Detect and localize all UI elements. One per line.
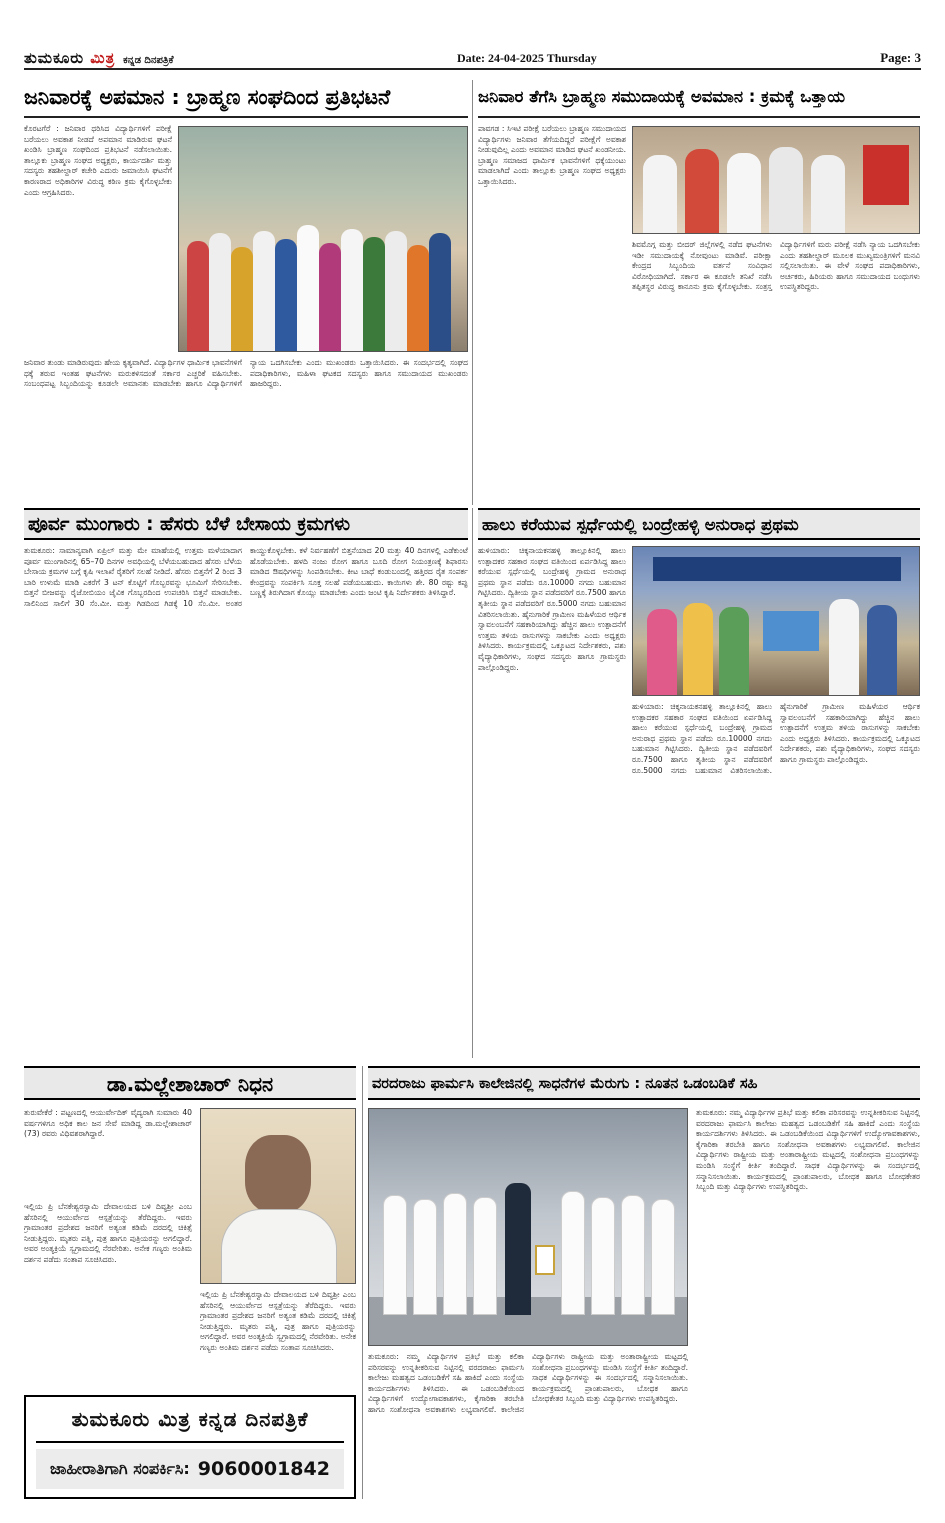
brand-subtitle: ಕನ್ನಡ ದಿನಪತ್ರಿಕೆ (123, 55, 174, 66)
article-body: ತುಮಕೂರು: ಸಾಮಾನ್ಯವಾಗಿ ಏಪ್ರಿಲ್ ಮತ್ತು ಮೇ ಮಾಹೆಯಲ್ಲಿ ಉತ್ತಮ ಮಳೆಯಾದಾಗ ಪೂರ್ವ ಮುಂಗಾರಿನಲ್ಲಿ 65–70 ದಿನಗಳ ಅವಧಿಯಲ್ಲಿ ಬೆಳೆಯಬಹುದಾದ ಹೆಸರು ಬೆಳೆಯ ಬೇಸಾಯ ಕ್ರಮಗಳ ಬಗ್ಗೆ ಕೃಷಿ ಇಲಾಖೆ ರೈತರಿಗೆ ಸಲಹೆ ನೀಡಿದೆ. ಹೆಸರು ಬಿತ್ತನೆಗೆ 2 ರಿಂದ 3 ಬಾರಿ ಉಳುಮೆ ಮಾಡಿ ಎಕರೆಗೆ 3 ಟನ್ ಕೊಟ್ಟಿಗೆ ಗೊಬ್ಬರವನ್ನು ಭೂಮಿಗೆ ಸೇರಿಸಬೇಕು. ಬಿತ್ತನೆ ಬೀಜವನ್ನು ರೈಜೋಬಿಯಂ ಜೈವಿಕ ಗೊಬ್ಬರದಿಂದ ಉಪಚರಿಸಿ ಬಿತ್ತನೆ ಮಾಡಬೇಕು. ಸಾಲಿನಿಂದ ಸಾಲಿಗೆ 30 ಸೆಂ.ಮೀ. ಮತ್ತು ಗಿಡದಿಂದ ಗಿಡಕ್ಕೆ 10 ಸೆಂ.ಮೀ. ಅಂತರ ಕಾಯ್ದುಕೊಳ್ಳಬೇಕು. ಕಳೆ ನಿರ್ವಹಣೆಗೆ ಬಿತ್ತನೆಯಾದ 20 ಮತ್ತು 40 ದಿನಗಳಲ್ಲಿ ಎಡೆಕುಂಟೆ ಹೊಡೆಯಬೇಕು. ಹಳದಿ ನಂಜು ರೋಗ ಹಾಗೂ ಬೂದಿ ರೋಗ ನಿಯಂತ್ರಣಕ್ಕೆ ಶಿಫಾರಸು ಮಾಡಿದ ಔಷಧಿಗಳನ್ನು ಸಿಂಪಡಿಸಬೇಕು. ಕೀಟ ಬಾಧೆ ಕಂಡುಬಂದಲ್ಲಿ ಹತ್ತಿರದ ರೈತ ಸಂಪರ್ಕ ಕೇಂದ್ರವನ್ನು ಸಂಪರ್ಕಿಸಿ ಸೂಕ್ತ ಸಲಹೆ ಪಡೆಯಬಹುದು. ಕಾಯಿಗಳು ಶೇ. 80 ರಷ್ಟು ಕಪ್ಪು ಬಣ್ಣಕ್ಕೆ ತಿರುಗಿದಾಗ ಕೊಯ್ಲು ಮಾಡಬೇಕು ಎಂದು ಜಂಟಿ ಕೃಷಿ ನಿರ್ದೇಶಕರು ತಿಳಿಸಿದ್ದಾರೆ. (24, 546, 468, 608)
ad-contact-label: ಜಾಹೀರಾತಿಗಾಗಿ ಸಂಪರ್ಕಿಸಿ: (50, 1459, 190, 1478)
article-lead: ತುರುವೇಕೆರೆ : ಪಟ್ಟಣದಲ್ಲಿ ಆಯುರ್ವೇದಿಕ್ ವೈದ್ಯರಾಗಿ ಸುಮಾರು 40 ವರ್ಷಗಳಿಗೂ ಅಧಿಕ ಕಾಲ ಜನ ಸೇವೆ ಮಾಡಿದ್ದ ಡಾ.ಮಲ್ಲೇಶಾಚಾರ್ (73) ರವರು ವಿಧಿವಶರಾಗಿದ್ದಾರೆ. (24, 1108, 192, 1139)
article-body-side: ತುಮಕೂರು: ನಮ್ಮ ವಿದ್ಯಾರ್ಥಿಗಳ ಪ್ರತಿಭೆ ಮತ್ತು ಕಲಿಕಾ ಪರಿಸರವನ್ನು ಉನ್ನತೀಕರಿಸುವ ನಿಟ್ಟಿನಲ್ಲಿ ವರದರಾಜು ಫಾರ್ಮಸಿ ಕಾಲೇಜು ಮಹತ್ವದ ಒಡಂಬಡಿಕೆಗೆ ಸಹಿ ಹಾಕಿದೆ ಎಂದು ಸಂಸ್ಥೆಯ ಕಾರ್ಯದರ್ಶಿಗಳು ತಿಳಿಸಿದರು. ಈ ಒಡಂಬಡಿಕೆಯಿಂದ ವಿದ್ಯಾರ್ಥಿಗಳಿಗೆ ಉದ್ಯೋಗಾವಕಾಶಗಳು, ಕೈಗಾರಿಕಾ ತರಬೇತಿ ಹಾಗೂ ಸಂಶೋಧನಾ ಅವಕಾಶಗಳು ಲಭ್ಯವಾಗಲಿವೆ. ಕಾಲೇಜಿನ ವಿದ್ಯಾರ್ಥಿಗಳು ರಾಷ್ಟ್ರೀಯ ಮತ್ತು ಅಂತಾರಾಷ್ಟ್ರೀಯ ಮಟ್ಟದಲ್ಲಿ ಸಂಶೋಧನಾ ಪ್ರಬಂಧಗಳನ್ನು ಮಂಡಿಸಿ ಸಂಸ್ಥೆಗೆ ಕೀರ್ತಿ ತಂದಿದ್ದಾರೆ. ಸಾಧಕ ವಿದ್ಯಾರ್ಥಿಗಳನ್ನು ಈ ಸಂದರ್ಭದಲ್ಲಿ ಸನ್ಮಾನಿಸಲಾಯಿತು. ಕಾರ್ಯಕ್ರಮದಲ್ಲಿ ಪ್ರಾಂಶುಪಾಲರು, ಬೋಧಕ ಹಾಗೂ ಬೋಧಕೇತರ ಸಿಬ್ಬಂದಿ ಮತ್ತು ವಿದ್ಯಾರ್ಥಿಗಳು ಉಪಸ್ಥಿತರಿದ್ದರು. (696, 1108, 920, 1192)
ad-phone-number: 9060001842 (197, 1458, 330, 1480)
article-obituary (24, 1066, 356, 1391)
article-headline: ಜನಿವಾರ ತೆಗೆಸಿ ಬ್ರಾಹ್ಮಣ ಸಮುದಾಯಕ್ಕೆ ಅವಮಾನ : ಕ್ರಮಕ್ಕೆ ಒತ್ತಾಯ (478, 87, 846, 106)
masthead (24, 48, 921, 70)
article-body-continued: ಇಲ್ಲಿಯ ಪ್ರಿ ಬೆನಕೇಶ್ವರಸ್ವಾಮಿ ದೇವಾಲಯದ ಬಳಿ ದಿವ್ಯಶ್ರೀ ಎಂಬ ಹೆಸರಿನಲ್ಲಿ ಆಯುರ್ವೇದ ಆಸ್ಪತ್ರೆಯನ್ನು ತೆರೆದಿದ್ದರು. ಇವರು ಗ್ರಾಮಾಂತರ ಪ್ರದೇಶದ ಜನರಿಗೆ ಅತ್ಯಂತ ಕಡಿಮೆ ದರದಲ್ಲಿ ಚಿಕಿತ್ಸೆ ನೀಡುತ್ತಿದ್ದರು. ಮೃತರು ಪತ್ನಿ, ಪುತ್ರ ಹಾಗೂ ಪುತ್ರಿಯರನ್ನು ಅಗಲಿದ್ದಾರೆ. ಅವರ ಅಂತ್ಯಕ್ರಿಯೆ ಸ್ವಗ್ರಾಮದಲ್ಲಿ ನೆರವೇರಿತು. ಅನೇಕ ಗಣ್ಯರು ಅಂತಿಮ ದರ್ಶನ ಪಡೆದು ಸಂತಾಪ ಸೂಚಿಸಿದರು. (200, 1290, 356, 1352)
article-body: ಇಲ್ಲಿಯ ಪ್ರಿ ಬೆನಕೇಶ್ವರಸ್ವಾಮಿ ದೇವಾಲಯದ ಬಳಿ ದಿವ್ಯಶ್ರೀ ಎಂಬ ಹೆಸರಿನಲ್ಲಿ ಆಯುರ್ವೇದ ಆಸ್ಪತ್ರೆಯನ್ನು ತೆರೆದಿದ್ದರು. ಇವರು ಗ್ರಾಮಾಂತರ ಪ್ರದೇಶದ ಜನರಿಗೆ ಅತ್ಯಂತ ಕಡಿಮೆ ದರದಲ್ಲಿ ಚಿಕಿತ್ಸೆ ನೀಡುತ್ತಿದ್ದರು. ಮೃತರು ಪತ್ನಿ, ಪುತ್ರ ಹಾಗೂ ಪುತ್ರಿಯರನ್ನು ಅಗಲಿದ್ದಾರೆ. ಅವರ ಅಂತ್ಯಕ್ರಿಯೆ ಸ್ವಗ್ರಾಮದಲ್ಲಿ ನೆರವೇರಿತು. ಅನೇಕ ಗಣ್ಯರು ಅಂತಿಮ ದರ್ಶನ ಪಡೆದು ಸಂತಾಪ ಸೂಚಿಸಿದರು. (24, 1202, 192, 1264)
ad-contact (36, 1449, 344, 1489)
article-brahmin-protest (24, 80, 468, 505)
article-body-continued: ಹುಳಿಯಾರು: ಚಿಕ್ಕನಾಯಕನಹಳ್ಳಿ ತಾಲ್ಲೂಕಿನಲ್ಲಿ ಹಾಲು ಉತ್ಪಾದಕರ ಸಹಕಾರ ಸಂಘದ ವತಿಯಿಂದ ಏರ್ಪಡಿಸಿದ್ದ ಹಾಲು ಕರೆಯುವ ಸ್ಪರ್ಧೆಯಲ್ಲಿ ಬಂದ್ರೇಹಳ್ಳಿ ಗ್ರಾಮದ ಅನುರಾಧ ಪ್ರಥಮ ಸ್ಥಾನ ಪಡೆದು ರೂ.10000 ನಗದು ಬಹುಮಾನ ಗಿಟ್ಟಿಸಿದರು. ದ್ವಿತೀಯ ಸ್ಥಾನ ಪಡೆದವರಿಗೆ ರೂ.7500 ಹಾಗೂ ತೃತೀಯ ಸ್ಥಾನ ಪಡೆದವರಿಗೆ ರೂ.5000 ನಗದು ಬಹುಮಾನ ವಿತರಿಸಲಾಯಿತು. ಹೈನುಗಾರಿಕೆ ಗ್ರಾಮೀಣ ಮಹಿಳೆಯರ ಆರ್ಥಿಕ ಸ್ವಾವಲಂಬನೆಗೆ ಸಹಕಾರಿಯಾಗಿದ್ದು ಹೆಚ್ಚಿನ ಹಾಲು ಉತ್ಪಾದನೆಗೆ ಉತ್ತಮ ತಳಿಯ ರಾಸುಗಳನ್ನು ಸಾಕಬೇಕು ಎಂದು ಅಧ್ಯಕ್ಷರು ತಿಳಿಸಿದರು. ಕಾರ್ಯಕ್ರಮದಲ್ಲಿ ಒಕ್ಕೂಟದ ನಿರ್ದೇಶಕರು, ಪಶು ವೈದ್ಯಾಧಿಕಾರಿಗಳು, ಸಂಘದ ಸದಸ್ಯರು ಹಾಗೂ ಗ್ರಾಮಸ್ಥರು ಪಾಲ್ಗೊಂಡಿದ್ದರು. (632, 702, 920, 775)
article-lead: ಪಾವಗಡ : ಸಿಇಟಿ ಪರೀಕ್ಷೆ ಬರೆಯಲು ಬ್ರಾಹ್ಮಣ ಸಮುದಾಯದ ವಿದ್ಯಾರ್ಥಿಗಳು ಜನಿವಾರ ತೆಗೆಯದಿದ್ದರೆ ಪರೀಕ್ಷೆಗೆ ಅವಕಾಶ ನೀಡುವುದಿಲ್ಲ ಎಂದು ಅವಮಾನ ಮಾಡಿದ ಘಟನೆ ಖಂಡನೀಯ. ಬ್ರಾಹ್ಮಣ ಸಮಾಜದ ಧಾರ್ಮಿಕ ಭಾವನೆಗಳಿಗೆ ಧಕ್ಕೆಯುಂಟು ಮಾಡಲಾಗಿದೆ ಎಂದು ತಾಲ್ಲೂಕು ಬ್ರಾಹ್ಮಣ ಸಂಘದ ಅಧ್ಯಕ್ಷರು ಒತ್ತಾಯಿಸಿದರು. (478, 124, 626, 186)
brand (24, 49, 173, 67)
article-janivara-demand (478, 80, 920, 505)
ad-title: ತುಮಕೂರು ಮಿತ್ರ ಕನ್ನಡ ದಿನಪತ್ರಿಕೆ (71, 1407, 309, 1431)
college-group-photo (368, 1108, 688, 1346)
article-body: ಶಿವಮೊಗ್ಗ ಮತ್ತು ಬೀದರ್ ಜಿಲ್ಲೆಗಳಲ್ಲಿ ನಡೆದ ಘಟನೆಗಳು ಇಡೀ ಸಮುದಾಯಕ್ಕೆ ನೋವುಂಟು ಮಾಡಿವೆ. ಪರೀಕ್ಷಾ ಕೇಂದ್ರದ ಸಿಬ್ಬಂದಿಯ ವರ್ತನೆ ಸಂವಿಧಾನ ವಿರೋಧಿಯಾಗಿದೆ. ಸರ್ಕಾರ ಈ ಕೂಡಲೇ ತನಿಖೆ ನಡೆಸಿ ತಪ್ಪಿತಸ್ಥರ ವಿರುದ್ಧ ಕಾನೂನು ಕ್ರಮ ಕೈಗೊಳ್ಳಬೇಕು. ಸಂತ್ರಸ್ತ ವಿದ್ಯಾರ್ಥಿಗಳಿಗೆ ಮರು ಪರೀಕ್ಷೆ ನಡೆಸಿ ನ್ಯಾಯ ಒದಗಿಸಬೇಕು ಎಂದು ತಹಶೀಲ್ದಾರ್ ಮೂಲಕ ಮುಖ್ಯಮಂತ್ರಿಗಳಿಗೆ ಮನವಿ ಸಲ್ಲಿಸಲಾಯಿತು. ಈ ವೇಳೆ ಸಂಘದ ಪದಾಧಿಕಾರಿಗಳು, ಅರ್ಚಕರು, ಹಿರಿಯರು ಹಾಗೂ ಸಮುದಾಯದ ಬಂಧುಗಳು ಉಪಸ್ಥಿತರಿದ್ದರು. (632, 240, 920, 292)
protest-photo (178, 126, 468, 352)
article-body: ಜನಿವಾರ ತುಂಡು ಮಾಡಿರುವುದು ಹೇಯ ಕೃತ್ಯವಾಗಿದೆ. ವಿದ್ಯಾರ್ಥಿಗಳ ಧಾರ್ಮಿಕ ಭಾವನೆಗಳಿಗೆ ಧಕ್ಕೆ ತರುವ ಇಂತಹ ಘಟನೆಗಳು ಮರುಕಳಿಸದಂತೆ ಸರ್ಕಾರ ಎಚ್ಚರಿಕೆ ವಹಿಸಬೇಕು. ಸಂಬಂಧಪಟ್ಟ ಸಿಬ್ಬಂದಿಯನ್ನು ಕೂಡಲೇ ಅಮಾನತು ಮಾಡಬೇಕು ಹಾಗೂ ವಿದ್ಯಾರ್ಥಿಗಳಿಗೆ ನ್ಯಾಯ ಒದಗಿಸಬೇಕು ಎಂದು ಮುಖಂಡರು ಒತ್ತಾಯಿಸಿದರು. ಈ ಸಂದರ್ಭದಲ್ಲಿ ಸಂಘದ ಪದಾಧಿಕಾರಿಗಳು, ಮಹಿಳಾ ಘಟಕದ ಸದಸ್ಯರು ಹಾಗೂ ಸಮುದಾಯದ ಮುಖಂಡರು ಹಾಜರಿದ್ದರು. (24, 358, 468, 389)
article-headline: ವರದರಾಜು ಫಾರ್ಮಸಿ ಕಾಲೇಜಿನಲ್ಲಿ ಸಾಧನೆಗಳ ಮೆರುಗು : ನೂತನ ಒಡಂಬಡಿಕೆ ಸಹಿ (368, 1066, 920, 1100)
article-lead: ಕೊರಟಗೆರೆ : ಜನಿವಾರ ಧರಿಸಿದ ವಿದ್ಯಾರ್ಥಿಗಳಿಗೆ ಪರೀಕ್ಷೆ ಬರೆಯಲು ಅವಕಾಶ ನೀಡದೆ ಅಪಮಾನ ಮಾಡಿರುವ ಘಟನೆ ಖಂಡಿಸಿ ಬ್ರಾಹ್ಮಣ ಸಂಘದಿಂದ ಪ್ರತಿಭಟನೆ ನಡೆಸಲಾಯಿತು. ತಾಲ್ಲೂಕು ಬ್ರಾಹ್ಮಣ ಸಂಘದ ಅಧ್ಯಕ್ಷರು, ಕಾರ್ಯದರ್ಶಿ ಮತ್ತು ಸದಸ್ಯರು ತಹಶೀಲ್ದಾರ್ ಕಚೇರಿ ಎದುರು ಜಮಾಯಿಸಿ ಘಟನೆಗೆ ಕಾರಣರಾದ ಅಧಿಕಾರಿಗಳ ವಿರುದ್ಧ ಕಠಿಣ ಕ್ರಮ ಕೈಗೊಳ್ಳಬೇಕು ಎಂದು ಆಗ್ರಹಿಸಿದರು. (24, 124, 172, 197)
article-body: ತುಮಕೂರು: ನಮ್ಮ ವಿದ್ಯಾರ್ಥಿಗಳ ಪ್ರತಿಭೆ ಮತ್ತು ಕಲಿಕಾ ಪರಿಸರವನ್ನು ಉನ್ನತೀಕರಿಸುವ ನಿಟ್ಟಿನಲ್ಲಿ ವರದರಾಜು ಫಾರ್ಮಸಿ ಕಾಲೇಜು ಮಹತ್ವದ ಒಡಂಬಡಿಕೆಗೆ ಸಹಿ ಹಾಕಿದೆ ಎಂದು ಸಂಸ್ಥೆಯ ಕಾರ್ಯದರ್ಶಿಗಳು ತಿಳಿಸಿದರು. ಈ ಒಡಂಬಡಿಕೆಯಿಂದ ವಿದ್ಯಾರ್ಥಿಗಳಿಗೆ ಉದ್ಯೋಗಾವಕಾಶಗಳು, ಕೈಗಾರಿಕಾ ತರಬೇತಿ ಹಾಗೂ ಸಂಶೋಧನಾ ಅವಕಾಶಗಳು ಲಭ್ಯವಾಗಲಿವೆ. ಕಾಲೇಜಿನ ವಿದ್ಯಾರ್ಥಿಗಳು ರಾಷ್ಟ್ರೀಯ ಮತ್ತು ಅಂತಾರಾಷ್ಟ್ರೀಯ ಮಟ್ಟದಲ್ಲಿ ಸಂಶೋಧನಾ ಪ್ರಬಂಧಗಳನ್ನು ಮಂಡಿಸಿ ಸಂಸ್ಥೆಗೆ ಕೀರ್ತಿ ತಂದಿದ್ದಾರೆ. ಸಾಧಕ ವಿದ್ಯಾರ್ಥಿಗಳನ್ನು ಈ ಸಂದರ್ಭದಲ್ಲಿ ಸನ್ಮಾನಿಸಲಾಯಿತು. ಕಾರ್ಯಕ್ರಮದಲ್ಲಿ ಪ್ರಾಂಶುಪಾಲರು, ಬೋಧಕ ಹಾಗೂ ಬೋಧಕೇತರ ಸಿಬ್ಬಂದಿ ಮತ್ತು ವಿದ್ಯಾರ್ಥಿಗಳು ಉಪಸ್ಥಿತರಿದ್ದರು. (368, 1352, 688, 1414)
article-headline: ಡಾ.ಮಲ್ಲೇಶಾಚಾರ್ ನಿಧನ (24, 1066, 356, 1100)
portrait-photo (200, 1108, 356, 1284)
award-photo (632, 546, 920, 696)
article-pharmacy-college (368, 1066, 920, 1499)
article-green-gram (24, 508, 468, 1058)
brand-name-right: ಮಿತ್ರ (90, 49, 116, 67)
brand-name-left: ತುಮಕೂರು (24, 49, 85, 67)
brand-logo (24, 49, 115, 67)
article-headline: ಪೂರ್ವ ಮುಂಗಾರು : ಹೆಸರು ಬೆಳೆ ಬೇಸಾಯ ಕ್ರಮಗಳು (24, 508, 468, 540)
advertisement-box (24, 1395, 356, 1499)
memorandum-photo (632, 126, 920, 234)
issue-date: Date: 24-04-2025 Thursday (456, 50, 597, 65)
page-number: Page: 3 (880, 50, 921, 65)
article-milking-contest (478, 508, 920, 1058)
article-headline: ಹಾಲು ಕರೆಯುವ ಸ್ಪರ್ಧೆಯಲ್ಲಿ ಬಂದ್ರೇಹಳ್ಳಿ ಅನುರಾಧ ಪ್ರಥಮ (478, 508, 920, 540)
article-headline: ಜನಿವಾರಕ್ಕೆ ಅಪಮಾನ : ಬ್ರಾಹ್ಮಣ ಸಂಘದಿಂದ ಪ್ರತಿಭಟನೆ (24, 85, 391, 109)
article-body: ಹುಳಿಯಾರು: ಚಿಕ್ಕನಾಯಕನಹಳ್ಳಿ ತಾಲ್ಲೂಕಿನಲ್ಲಿ ಹಾಲು ಉತ್ಪಾದಕರ ಸಹಕಾರ ಸಂಘದ ವತಿಯಿಂದ ಏರ್ಪಡಿಸಿದ್ದ ಹಾಲು ಕರೆಯುವ ಸ್ಪರ್ಧೆಯಲ್ಲಿ ಬಂದ್ರೇಹಳ್ಳಿ ಗ್ರಾಮದ ಅನುರಾಧ ಪ್ರಥಮ ಸ್ಥಾನ ಪಡೆದು ರೂ.10000 ನಗದು ಬಹುಮಾನ ಗಿಟ್ಟಿಸಿದರು. ದ್ವಿತೀಯ ಸ್ಥಾನ ಪಡೆದವರಿಗೆ ರೂ.7500 ಹಾಗೂ ತೃತೀಯ ಸ್ಥಾನ ಪಡೆದವರಿಗೆ ರೂ.5000 ನಗದು ಬಹುಮಾನ ವಿತರಿಸಲಾಯಿತು. ಹೈನುಗಾರಿಕೆ ಗ್ರಾಮೀಣ ಮಹಿಳೆಯರ ಆರ್ಥಿಕ ಸ್ವಾವಲಂಬನೆಗೆ ಸಹಕಾರಿಯಾಗಿದ್ದು ಹೆಚ್ಚಿನ ಹಾಲು ಉತ್ಪಾದನೆಗೆ ಉತ್ತಮ ತಳಿಯ ರಾಸುಗಳನ್ನು ಸಾಕಬೇಕು ಎಂದು ಅಧ್ಯಕ್ಷರು ತಿಳಿಸಿದರು. ಕಾರ್ಯಕ್ರಮದಲ್ಲಿ ಒಕ್ಕೂಟದ ನಿರ್ದೇಶಕರು, ಪಶು ವೈದ್ಯಾಧಿಕಾರಿಗಳು, ಸಂಘದ ಸದಸ್ಯರು ಹಾಗೂ ಗ್ರಾಮಸ್ಥರು ಪಾಲ್ಗೊಂಡಿದ್ದರು. (478, 546, 626, 672)
